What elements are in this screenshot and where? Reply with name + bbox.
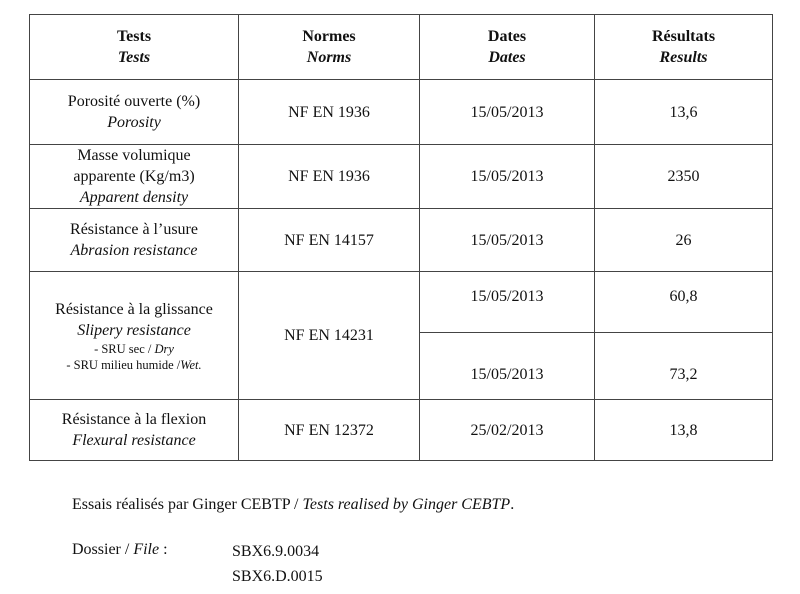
result-cell: 60,8 — [595, 272, 773, 333]
tests-note: Essais réalisés par Ginger CEBTP / Tests realised by Ginger CEBTP. — [72, 496, 515, 513]
table-row — [30, 80, 773, 145]
table-row — [30, 145, 773, 209]
table-row — [30, 209, 773, 272]
date-cell: 15/05/2013 — [420, 333, 595, 400]
date-cell: 15/05/2013 — [420, 80, 595, 145]
result-cell: 73,2 — [595, 333, 773, 400]
norm-cell: NF EN 1936 — [239, 145, 420, 209]
norm-cell: NF EN 14157 — [239, 209, 420, 272]
norm-cell: NF EN 12372 — [239, 400, 420, 461]
test-cell: Résistance à la glissance Slipery resistance - SRU sec / Dry - SRU milieu humide /Wet. — [30, 272, 239, 400]
date-cell: 25/02/2013 — [420, 400, 595, 461]
date-cell: 15/05/2013 — [420, 145, 595, 209]
sub-test-wet: - SRU milieu humide /Wet. — [66, 357, 202, 372]
test-cell: Résistance à la flexion Flexural resistance — [30, 400, 239, 461]
header-dates: Dates Dates — [420, 15, 595, 80]
norm-cell: NF EN 14231 — [239, 272, 420, 400]
result-cell: 2350 — [595, 145, 773, 209]
result-cell: 13,8 — [595, 400, 773, 461]
test-cell: Résistance à l’usure Abrasion resistance — [30, 209, 239, 272]
result-cell: 26 — [595, 209, 773, 272]
header-results: Résultats Results — [595, 15, 773, 80]
table-row — [30, 272, 773, 333]
table-row — [30, 400, 773, 461]
header-norms: Normes Norms — [239, 15, 420, 80]
file-code: SBX6.D.0015 — [232, 568, 323, 585]
file-codes — [232, 539, 323, 589]
date-cell: 15/05/2013 — [420, 272, 595, 333]
file-label: Dossier / File : — [72, 541, 168, 558]
sub-test-dry: - SRU sec / Dry — [94, 341, 174, 356]
file-code: SBX6.9.0034 — [232, 543, 320, 560]
header-tests: Tests Tests — [30, 15, 239, 80]
test-cell: Porosité ouverte (%) Porosity — [30, 80, 239, 145]
norm-cell: NF EN 1936 — [239, 80, 420, 145]
results-table — [29, 14, 773, 461]
date-cell: 15/05/2013 — [420, 209, 595, 272]
test-cell: Masse volumique apparente (Kg/m3) Apparent density — [30, 145, 239, 209]
result-cell: 13,6 — [595, 80, 773, 145]
table-header-row — [30, 15, 773, 80]
